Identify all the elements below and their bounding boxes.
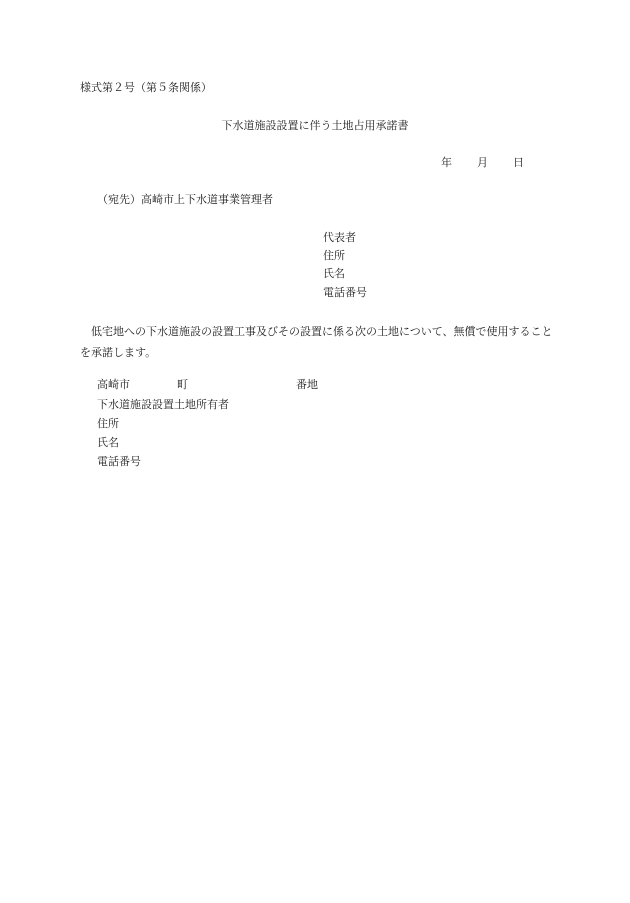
representative-phone-label: 電話番号 bbox=[323, 286, 367, 299]
addressee: （宛先）高崎市上下水道事業管理者 bbox=[97, 193, 273, 206]
representative-address-label: 住所 bbox=[323, 249, 345, 262]
location-lot: 番地 bbox=[296, 378, 318, 391]
owner-name-label: 氏名 bbox=[97, 436, 119, 449]
date-year-label: 年 bbox=[441, 156, 452, 169]
land-location bbox=[97, 379, 318, 390]
date-month-label: 月 bbox=[477, 156, 488, 169]
location-city: 高崎市 bbox=[97, 378, 130, 391]
representative-name-label: 氏名 bbox=[323, 267, 345, 280]
representative-label: 代表者 bbox=[323, 231, 356, 244]
owner-phone-label: 電話番号 bbox=[97, 455, 141, 468]
date-day-label: 日 bbox=[513, 156, 524, 169]
form-number: 様式第２号（第５条関係） bbox=[80, 81, 212, 94]
owner-heading: 下水道施設設置土地所有者 bbox=[97, 398, 229, 411]
owner-address-label: 住所 bbox=[97, 417, 119, 430]
date-line bbox=[441, 157, 524, 168]
consent-statement: 低宅地への下水道施設の設置工事及びその設置に係る次の土地について、無償で使用することを承諾します。 bbox=[80, 325, 553, 359]
location-town: 町 bbox=[177, 378, 188, 391]
document-title: 下水道施設設置に伴う土地占用承諾書 bbox=[221, 119, 409, 132]
